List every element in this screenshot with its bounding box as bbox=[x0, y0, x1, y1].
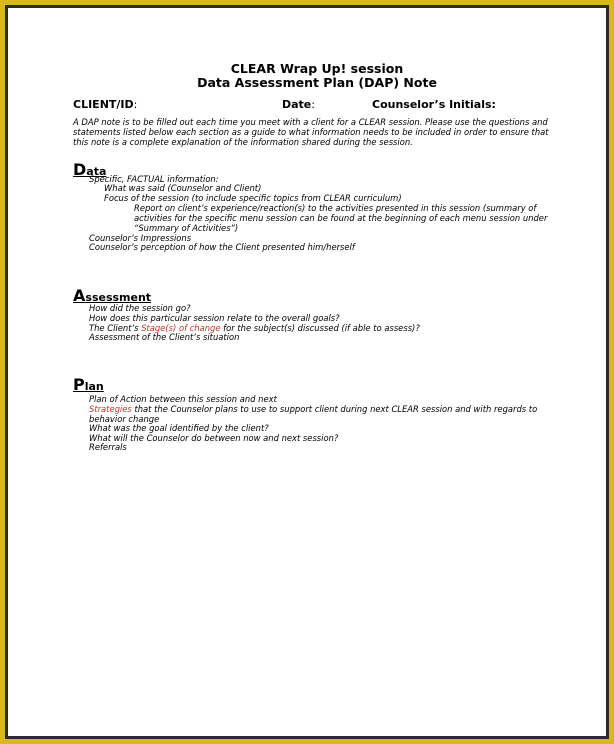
data-line-said: What was said (Counselor and Client) bbox=[104, 183, 262, 193]
plan-line-strategies: Strategies that the Counselor plans to use to support client during next CLEAR session and with regards to behavior change bbox=[89, 404, 538, 424]
data-line-report: Report on client’s experience/reaction(s) to the activities presented in this session (summary of activities for the specific menu session can be found at the beginning of each menu session under “Summary of Activities”) bbox=[134, 203, 548, 233]
date-field: Date: bbox=[282, 98, 315, 111]
document-subtitle: Data Assessment Plan (DAP) Note bbox=[197, 75, 437, 90]
assessment-line-how: How did the session go? bbox=[89, 303, 191, 313]
plan-line-goal: What was the goal identified by the client? bbox=[89, 423, 269, 433]
data-line-specific: Specific, FACTUAL information: bbox=[89, 174, 219, 184]
section-heading-data: Data bbox=[73, 160, 107, 179]
plan-line-action: Plan of Action between this session and next bbox=[89, 394, 277, 404]
data-line-impressions: Counselor’s Impressions bbox=[89, 233, 192, 243]
strategies-highlight: Strategies bbox=[89, 404, 132, 414]
section-heading-plan: Plan bbox=[73, 375, 104, 394]
assessment-line-stages: The Client’s Stage(s) of change for the subject(s) discussed (if able to assess)? bbox=[89, 323, 420, 333]
data-line-focus: Focus of the session (to include specific topics from CLEAR curriculum) bbox=[104, 193, 402, 203]
data-line-perception: Counselor’s perception of how the Client presented him/herself bbox=[89, 242, 355, 252]
stages-of-change-highlight: Stage(s) of change bbox=[141, 323, 221, 333]
document-title: CLEAR Wrap Up! session bbox=[230, 61, 404, 76]
client-id-field: CLIENT/ID: bbox=[73, 98, 138, 111]
document-page bbox=[8, 8, 606, 736]
counselor-initials-field: Counselor’s Initials: bbox=[372, 98, 496, 111]
assessment-line-goals: How does this particular session relate to the overall goals? bbox=[89, 313, 340, 323]
plan-line-counselor: What will the Counselor do between now and next session? bbox=[89, 433, 339, 443]
intro-paragraph: A DAP note is to be filled out each time you meet with a client for a CLEAR session. Please use the questions and statements listed below each section as a guide to what information needs to be included in order to ensure that this note is a complete explanation of the information shared during the session. bbox=[73, 117, 549, 147]
plan-line-referrals: Referrals bbox=[89, 442, 127, 452]
section-heading-assessment: Assessment bbox=[73, 286, 152, 305]
assessment-line-situation: Assessment of the Client’s situation bbox=[89, 332, 240, 342]
